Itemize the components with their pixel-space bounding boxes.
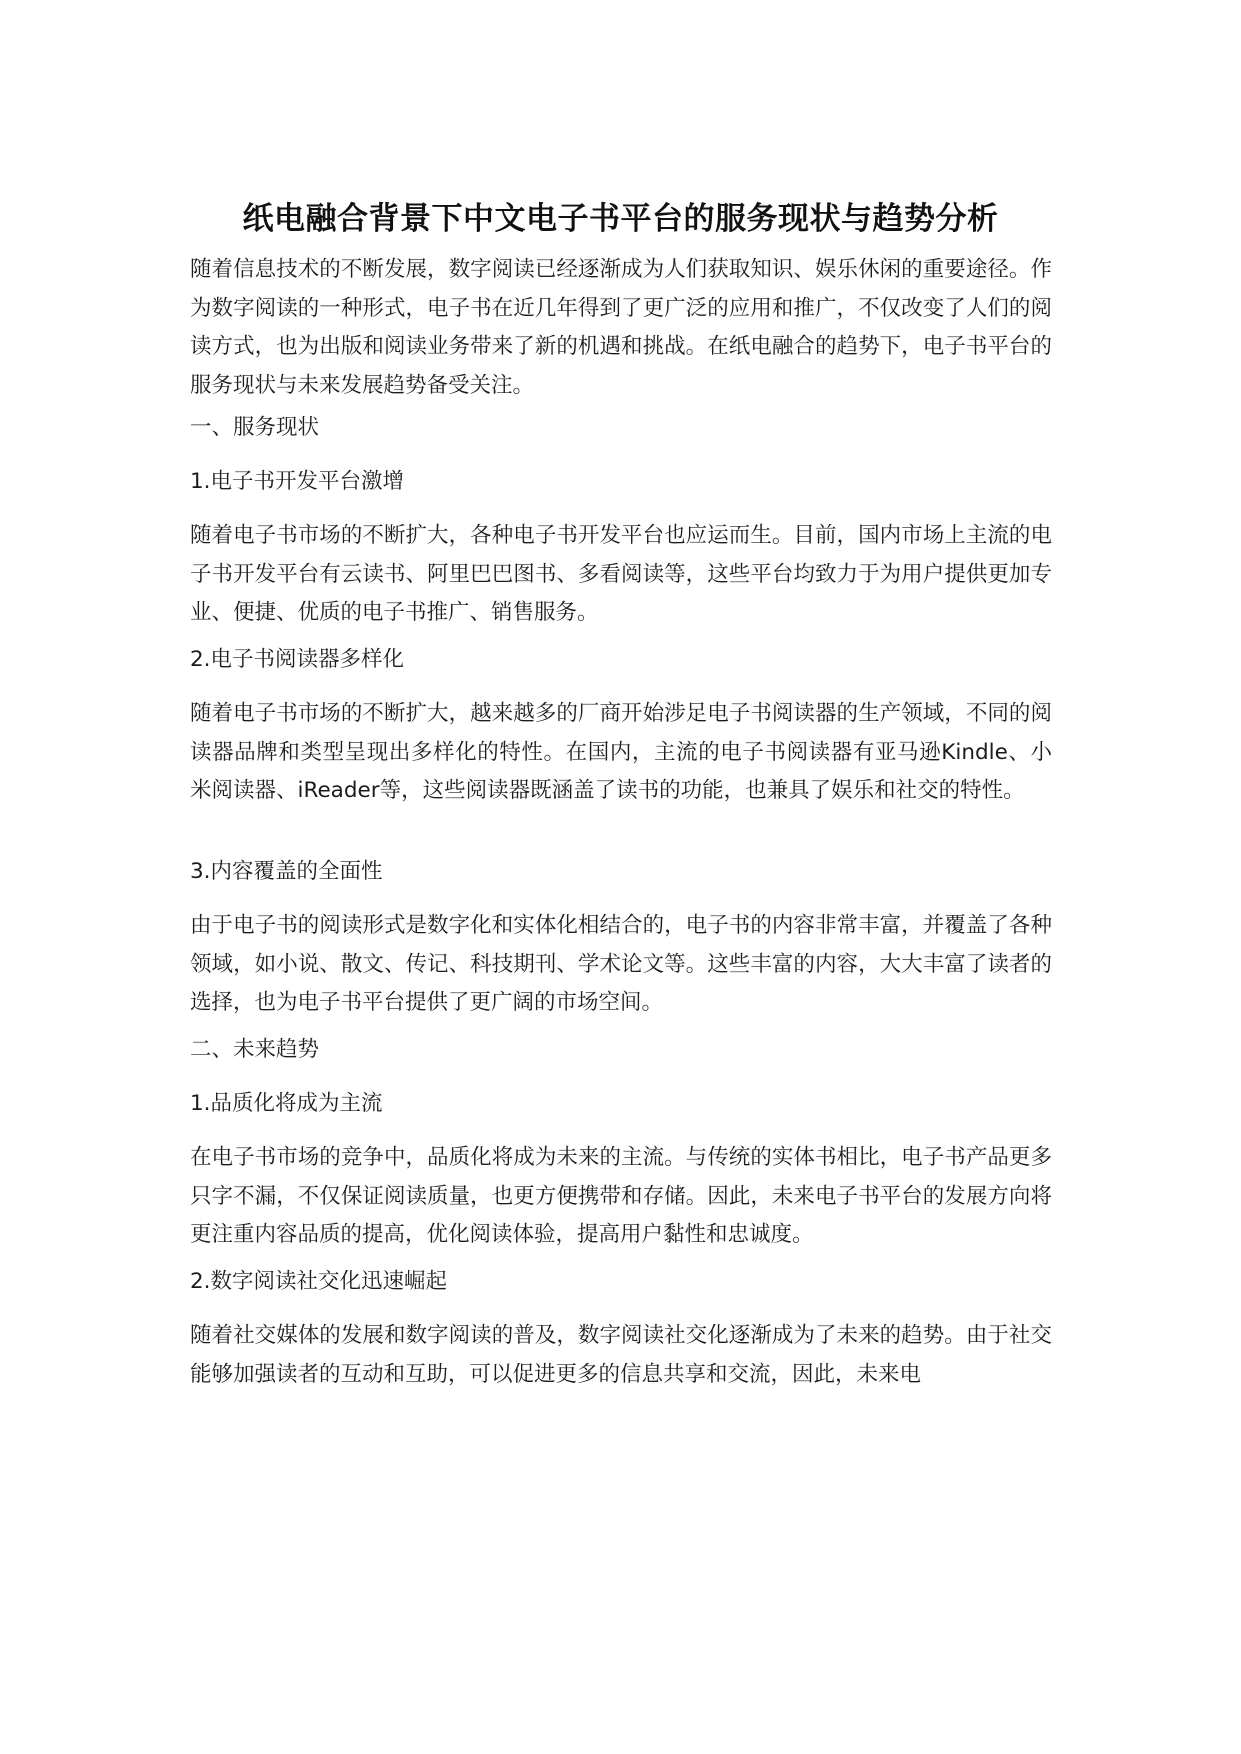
subheading-quality: 1.品质化将成为主流 [190,1091,383,1116]
section-heading-future-trends: 二、未来趋势 [190,1037,320,1062]
intro-paragraph: 随着信息技术的不断发展，数字阅读已经逐渐成为人们获取知识、娱乐休闲的重要途径。作为数字阅读的一种形式，电子书在近几年得到了更广泛的应用和推广，不仅改变了人们的阅读方式，也为出版和阅读业务带来了新的机遇和挑战。在纸电融合的趋势下，电子书平台的服务现状与未来发展趋势备受关注。 [190,257,1052,398]
document-title: 纸电融合背景下中文电子书平台的服务现状与趋势分析 [242,200,999,237]
paragraph-platform-surge: 随着电子书市场的不断扩大，各种电子书开发平台也应运而生。目前，国内市场上主流的电子书开发平台有云读书、阿里巴巴图书、多看阅读等，这些平台均致力于为用户提供更加专业、便捷、优质的电子书推广、销售服务。 [190,523,1052,625]
subheading-reader-diversity: 2.电子书阅读器多样化 [190,647,405,672]
paragraph-content-coverage: 由于电子书的阅读形式是数字化和实体化相结合的，电子书的内容非常丰富，并覆盖了各种领域，如小说、散文、传记、科技期刊、学术论文等。这些丰富的内容，大大丰富了读者的选择，也为电子书平台提供了更广阔的市场空间。 [190,913,1052,1015]
subheading-content-coverage: 3.内容覆盖的全面性 [190,859,383,884]
paragraph-quality: 在电子书市场的竞争中，品质化将成为未来的主流。与传统的实体书相比，电子书产品更多只字不漏，不仅保证阅读质量，也更方便携带和存储。因此，未来电子书平台的发展方向将更注重内容品质的提高，优化阅读体验，提高用户黏性和忠诚度。 [190,1145,1052,1247]
subheading-social-reading: 2.数字阅读社交化迅速崛起 [190,1269,448,1294]
paragraph-reader-diversity: 随着电子书市场的不断扩大，越来越多的厂商开始涉足电子书阅读器的生产领域，不同的阅读器品牌和类型呈现出多样化的特性。在国内，主流的电子书阅读器有亚马逊Kindle、小米阅读器、iReader等，这些阅读器既涵盖了读书的功能，也兼具了娱乐和社交的特性。 [190,701,1052,803]
section-heading-current-status: 一、服务现状 [190,415,320,440]
paragraph-social-reading: 随着社交媒体的发展和数字阅读的普及，数字阅读社交化逐渐成为了未来的趋势。由于社交能够加强读者的互动和互助，可以促进更多的信息共享和交流，因此，未来电 [190,1323,1052,1387]
subheading-platform-surge: 1.电子书开发平台激增 [190,469,405,494]
